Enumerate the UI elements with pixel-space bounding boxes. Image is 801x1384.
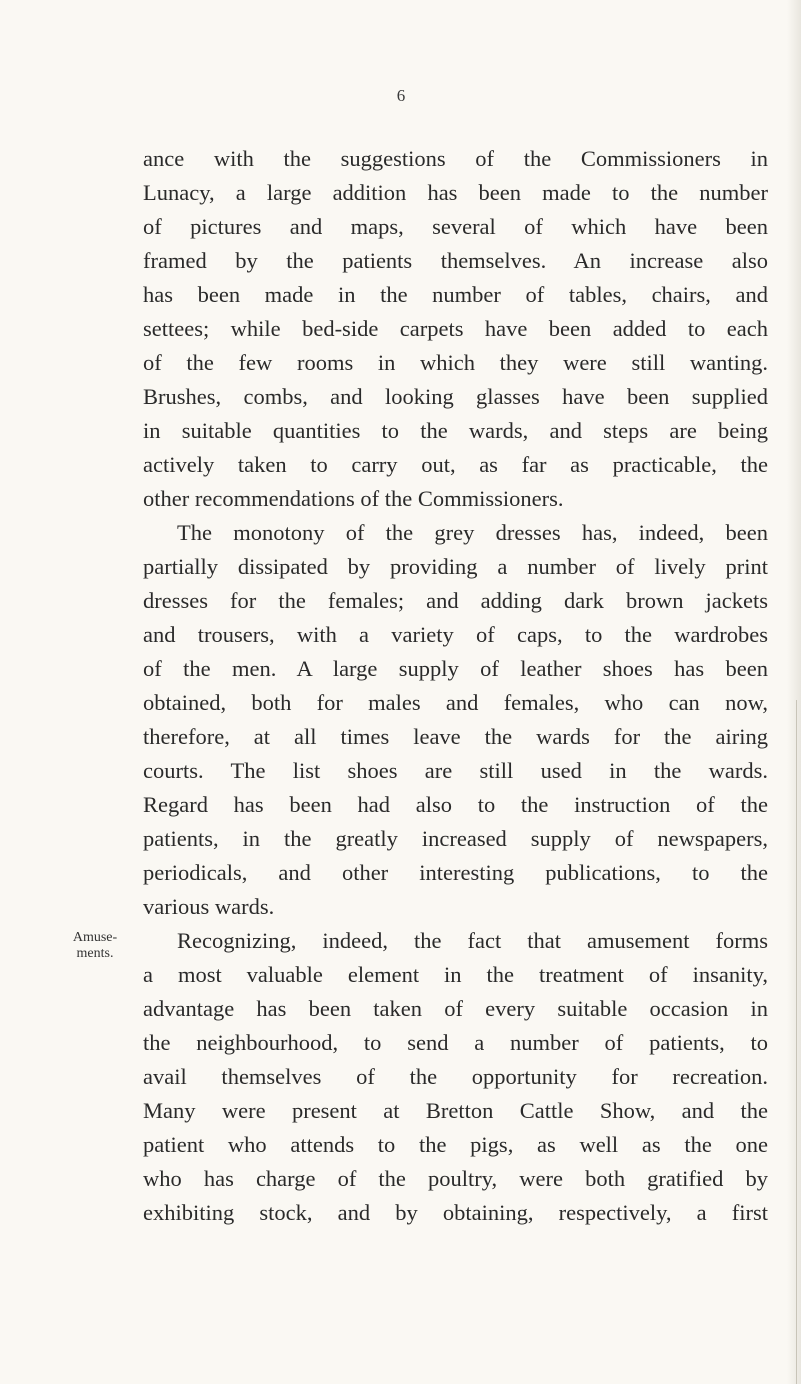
text-line: actively taken to carry out, as far as practicable, the: [143, 452, 768, 477]
text-line: Regard has been had also to the instruction of the: [143, 792, 768, 817]
text-line: in suitable quantities to the wards, and steps are being: [143, 418, 768, 443]
text-line: avail themselves of the opportunity for recreation.: [143, 1064, 768, 1089]
text-line: patient who attends to the pigs, as well as the one: [143, 1132, 768, 1157]
text-line: who has charge of the poultry, were both gratified by: [143, 1166, 768, 1191]
marginal-note: [62, 930, 128, 962]
text-line: of the few rooms in which they were still wanting.: [143, 350, 768, 375]
text-line: various wards.: [143, 894, 275, 919]
marginal-note-line: Amuse-: [72, 930, 118, 945]
text-line: Many were present at Bretton Cattle Show, and the: [143, 1098, 768, 1123]
text-line: framed by the patients themselves. An increase also: [143, 248, 768, 273]
page-edge-shadow: [787, 0, 801, 1384]
text-line: of pictures and maps, several of which have been: [143, 214, 768, 239]
text-line: patients, in the greatly increased supply of newspapers,: [143, 826, 768, 851]
text-line: Lunacy, a large addition has been made to the number: [143, 180, 768, 205]
text-line: The monotony of the grey dresses has, indeed, been: [177, 520, 768, 545]
text-line: of the men. A large supply of leather shoes has been: [143, 656, 768, 681]
text-line: other recommendations of the Commissioners.: [143, 486, 564, 511]
text-line: periodicals, and other interesting publications, to the: [143, 860, 768, 885]
text-line: a most valuable element in the treatment of insanity,: [143, 962, 768, 987]
text-line: partially dissipated by providing a number of lively print: [143, 554, 768, 579]
text-line: exhibiting stock, and by obtaining, respectively, a first: [143, 1200, 768, 1225]
text-line: settees; while bed-side carpets have been added to each: [143, 316, 768, 341]
text-line: has been made in the number of tables, chairs, and: [143, 282, 768, 307]
text-line: and trousers, with a variety of caps, to the wardrobes: [143, 622, 768, 647]
text-line: the neighbourhood, to send a number of patients, to: [143, 1030, 768, 1055]
page-number: 6: [396, 86, 406, 105]
text-line: courts. The list shoes are still used in the wards.: [143, 758, 768, 783]
text-line: therefore, at all times leave the wards for the airing: [143, 724, 768, 749]
marginal-note-line: ments.: [76, 946, 114, 961]
text-line: ance with the suggestions of the Commissioners in: [143, 146, 768, 171]
text-line: dresses for the females; and adding dark brown jackets: [143, 588, 768, 613]
text-line: Brushes, combs, and looking glasses have been supplied: [143, 384, 768, 409]
page-edge-line: [796, 700, 797, 1384]
text-line: advantage has been taken of every suitable occasion in: [143, 996, 768, 1021]
text-line: Recognizing, indeed, the fact that amusement forms: [177, 928, 768, 953]
text-line: obtained, both for males and females, who can now,: [143, 690, 768, 715]
